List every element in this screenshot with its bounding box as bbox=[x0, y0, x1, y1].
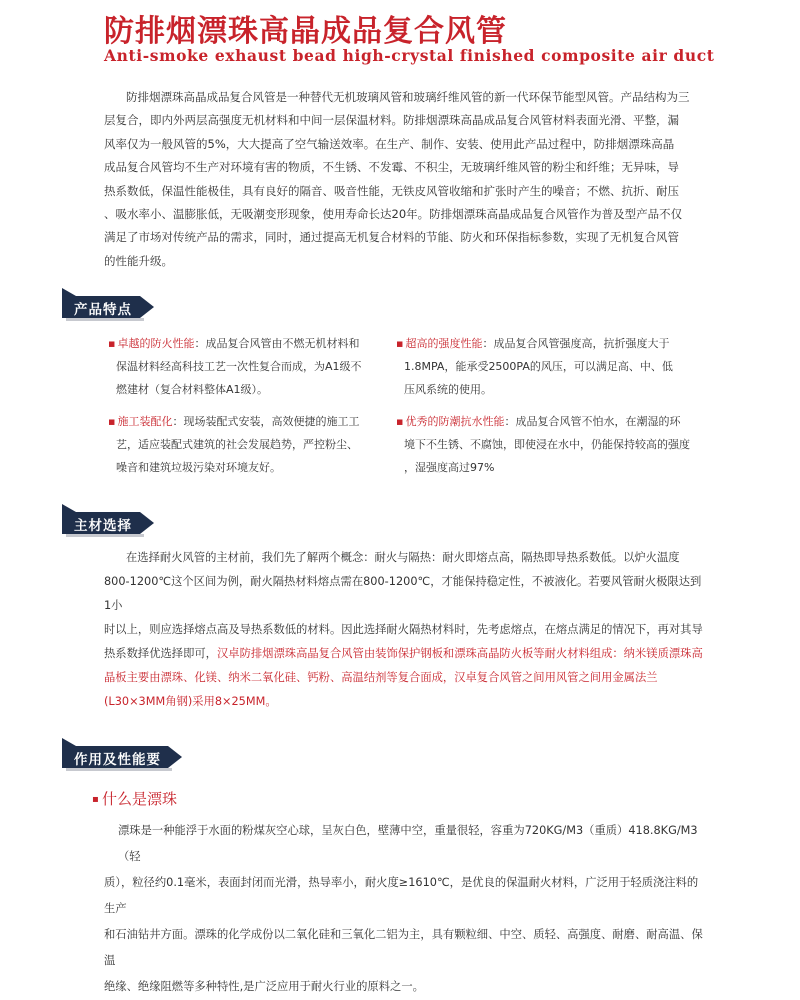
section-heading-performance bbox=[62, 738, 168, 788]
intro-line: 、吸水率小、温膨胀低，无吸潮变形现象，使用寿命长达20年。防排烟漂珠高晶成品复合风管作为普及型产品不仅 bbox=[104, 207, 683, 222]
intro-paragraph bbox=[104, 86, 704, 273]
section-heading-label: 主材选择 bbox=[74, 518, 132, 534]
section-heading-label: 作用及性能要求 bbox=[74, 752, 161, 788]
bead-paragraph: 漂珠是一种能浮于水面的粉煤灰空心球，呈灰白色，壁薄中空，重量很轻，容重为720KG/M3（重质）418.8KG/M3（轻 质），粒径约0.1毫米，表面封闭而光滑，热导率小，耐火度≥1610℃，是优良的保温耐火材料，广泛用于轻质浇注料的生产 和石油钻井方面。漂珠的化学成份以二氧化硅和三氧化二铝为主，具有颗粒细、中空、质轻、高强度、耐磨、耐高温、保温 绝缘、绝缘阻燃等多种特性,是广泛应用于耐火行业的原料之一。 bbox=[104, 824, 703, 993]
page-subtitle-en: Anti-smoke exhaust bead high-crystal finished composite air duct bbox=[104, 46, 715, 65]
feature-item-strength: ▪ 超高的强度性能：成品复合风管强度高，抗折强度大于 1.8MPA，能承受2500PA的风压，可以满足高、中、低 压风系统的使用。 bbox=[396, 337, 673, 396]
bullet-icon: ▪ bbox=[396, 337, 404, 350]
section-heading-label: 产品特点 bbox=[74, 302, 132, 318]
intro-line: 满足了市场对传统产品的需求，同时，通过提高无机复合材料的节能、防火和环保指标参数，实现了无机复合风管 bbox=[104, 230, 679, 245]
page-title: 防排烟漂珠高晶成品复合风管 bbox=[104, 14, 507, 49]
intro-line: 热系数低，保温性能极佳，具有良好的隔音、吸音性能，无铁皮风管收缩和扩张时产生的噪音；不燃、抗折、耐压 bbox=[104, 183, 679, 198]
section-heading-material bbox=[62, 504, 140, 534]
intro-line: 风率仅为一般风管的5%，大大提高了空气输送效率。在生产、制作、安装、使用此产品过程中，防排烟漂珠高晶 bbox=[104, 136, 675, 151]
feature-item-fire: ▪ 卓越的防火性能：成品复合风管由不燃无机材料和 保温材料经高科技工艺一次性复合而成，为A1级不 燃建材（复合材料整体A1级）。 bbox=[108, 337, 362, 396]
bullet-icon: ▪ bbox=[92, 794, 102, 805]
intro-line: 防排烟漂珠高晶成品复合风管是一种替代无机玻璃风管和玻璃纤维风管的新一代环保节能型风管。产品结构为三 bbox=[126, 90, 690, 104]
bullet-icon: ▪ bbox=[108, 415, 116, 428]
intro-line: 成品复合风管均不生产对环境有害的物质，不生锈、不发霉、不积尘，无玻璃纤维风管的粉尘和纤维；无异味，导 bbox=[104, 160, 679, 175]
feature-item-moisture: ▪ 优秀的防潮抗水性能：成品复合风管不怕水，在潮湿的环 境下不生锈、不腐蚀，即使浸在水中，仍能保持较高的强度 ，湿强度高过97% bbox=[396, 415, 690, 474]
section-heading-features bbox=[62, 288, 140, 318]
intro-line: 的性能升级。 bbox=[104, 253, 173, 268]
intro-line: 层复合，即内外两层高强度无机材料和中间一层保温材料。防排烟漂珠高晶成品复合风管材料表面光滑、平整，漏 bbox=[104, 113, 679, 128]
material-paragraph: 在选择耐火风管的主材前，我们先了解两个概念：耐火与隔热：耐火即熔点高，隔热即导热系数低。以炉火温度 800-1200℃这个区间为例，耐火隔热材料熔点需在800-1200℃，才能保持稳定性，不被液化。若要风管耐火极限达到1小 时以上，则应选择熔点高及导热系数低的材料。因此选择耐火隔热材料时，先考虑熔点，在熔点满足的情况下，再对其导 热系数择优选择即可，汉卓防排烟漂珠高晶复合风管由装饰保护钢板和漂珠高晶防火板等耐火材料组成：纳米镁质漂珠高 晶板主要由漂珠、化镁、纳米二氧化硅、钙粉、高温结剂等复合面成，汉卓复合风管之间用风管之间用金属法兰 (L30×3MM角钢)采用8×25MM。 bbox=[104, 551, 703, 708]
bullet-icon: ▪ bbox=[396, 415, 404, 428]
bullet-icon: ▪ bbox=[108, 337, 116, 350]
feature-item-construction: ▪ 施工装配化：现场装配式安装，高效便捷的施工工 艺，适应装配式建筑的社会发展趋势，严控粉尘、 噪音和建筑垃圾污染对环境友好。 bbox=[108, 415, 360, 474]
subheading-what-is-bead: ▪ 什么是漂珠 bbox=[92, 790, 177, 808]
